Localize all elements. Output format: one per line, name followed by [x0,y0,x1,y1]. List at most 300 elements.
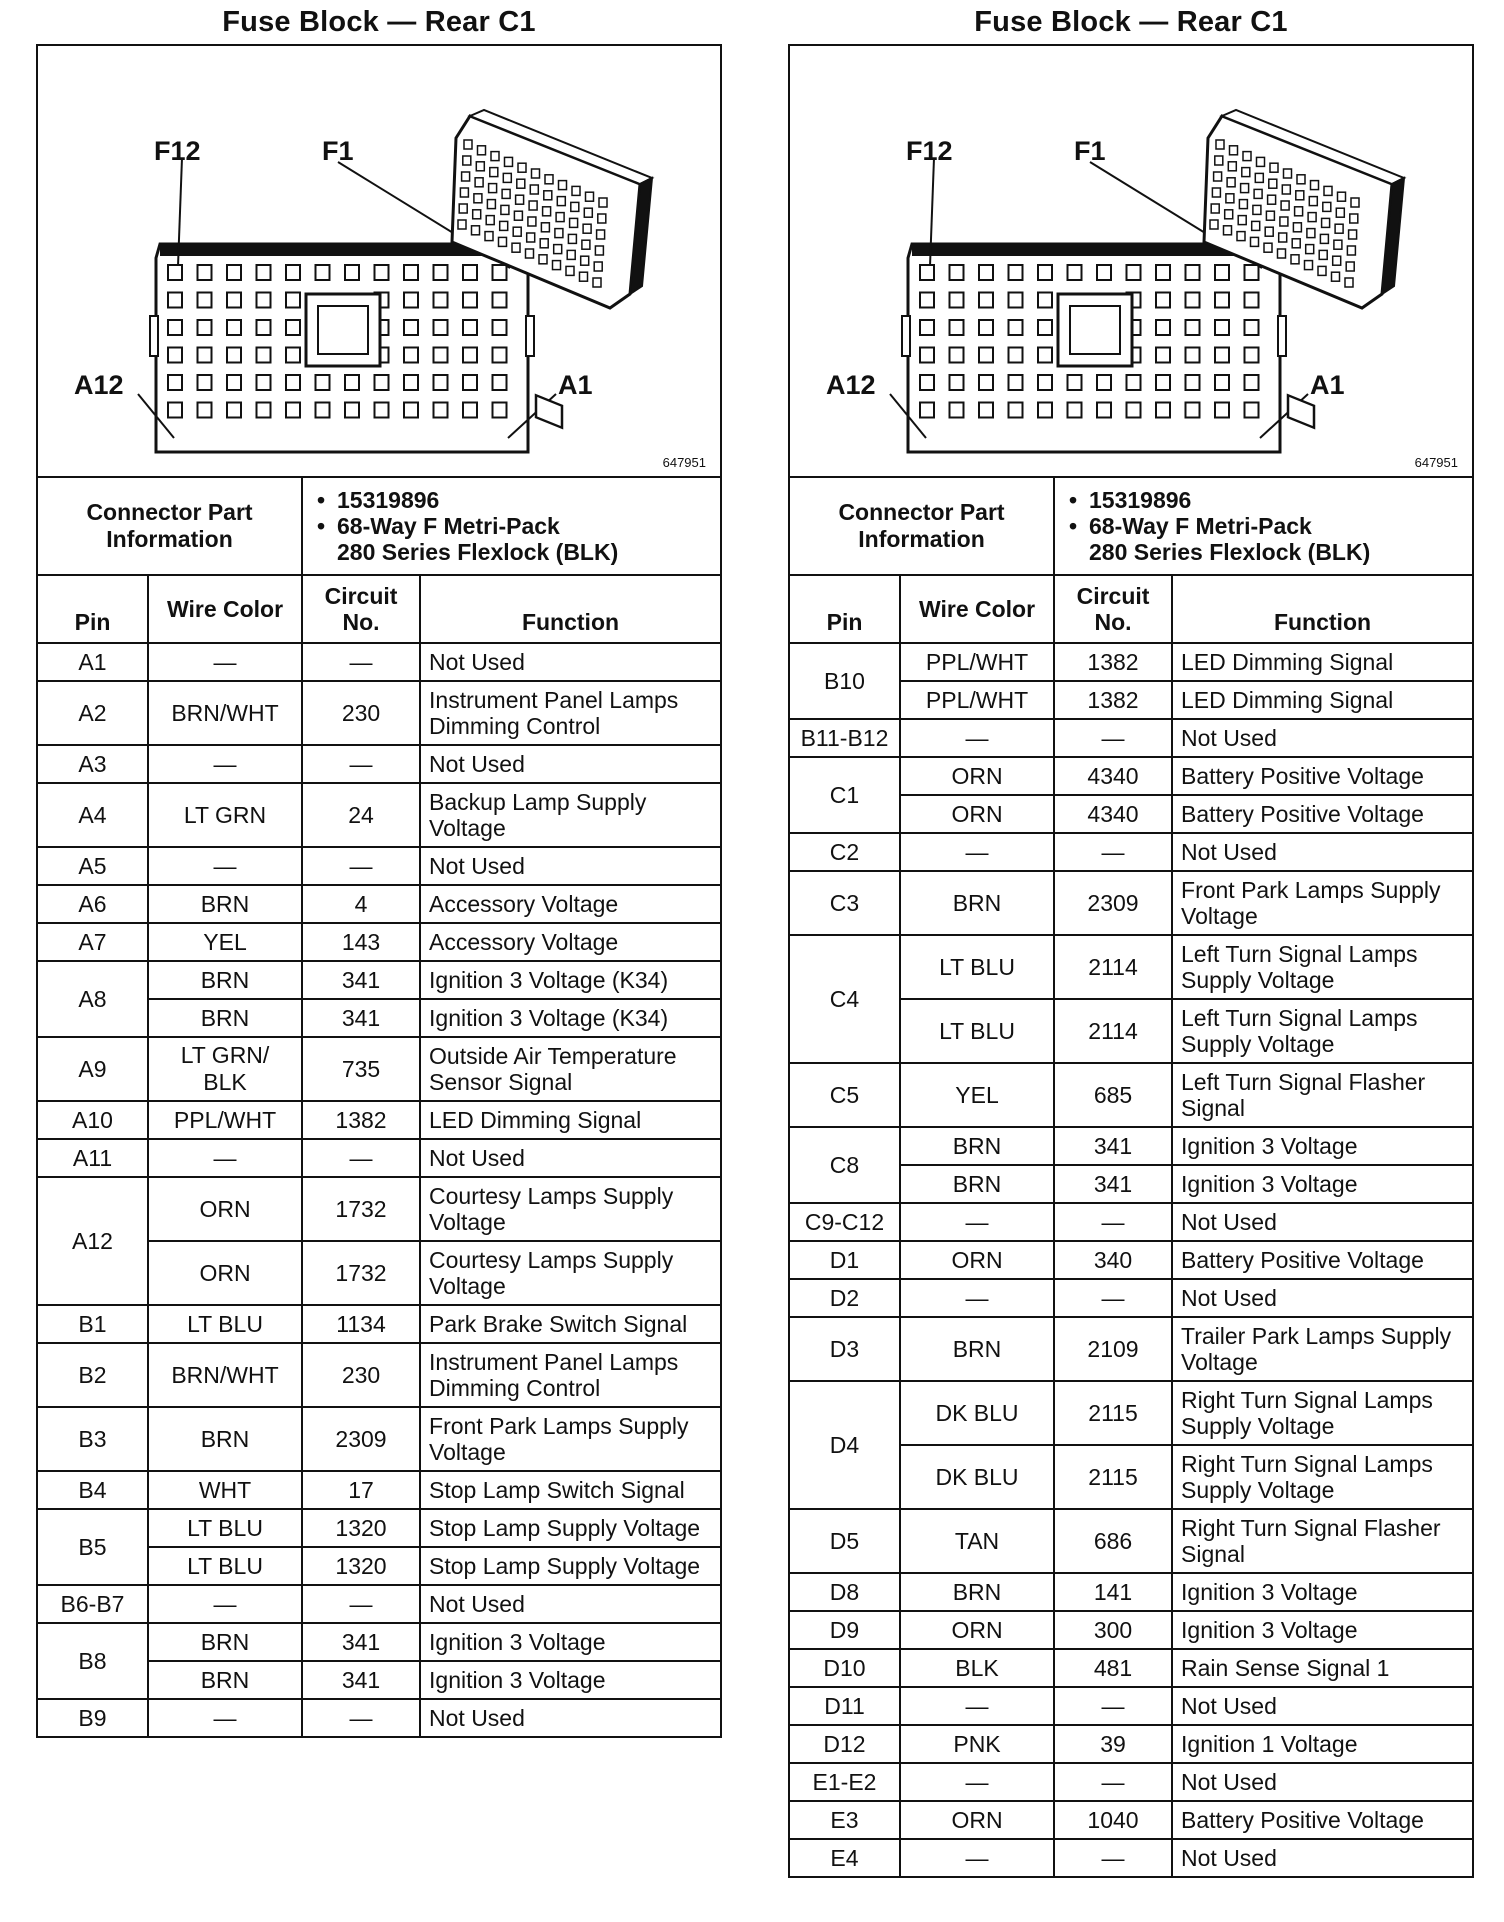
iso-pin-cavity [545,175,553,184]
circuit-cell: 2114 [1054,999,1172,1063]
pin-cavity [168,348,182,363]
wire-color-cell: LT BLU [148,1509,302,1547]
function-cell: Ignition 3 Voltage [1172,1165,1472,1203]
pin-cell: A1 [38,643,148,681]
pin-cavity [168,375,182,390]
wire-color-cell: — [148,745,302,783]
iso-pin-cavity [1307,229,1315,238]
pin-cavity [1245,375,1259,390]
wire-color-cell: BLK [900,1649,1054,1687]
pin-cavity [1186,320,1200,335]
iso-pin-cavity [581,256,589,265]
circuit-cell: 24 [302,783,420,847]
function-cell: Right Turn Signal Lamps Supply Voltage [1172,1445,1472,1509]
iso-pin-cavity [586,192,594,201]
pin-cavity [227,403,241,418]
iso-pin-cavity [459,204,467,213]
pin-cell: D1 [790,1241,900,1279]
circuit-cell: 143 [302,923,420,961]
pin-cavity [463,348,477,363]
table-row [38,1407,720,1471]
pin-cavity [1127,265,1141,280]
iso-pin-cavity [529,201,537,210]
iso-pin-cavity [1318,266,1326,275]
pin-cavity [198,293,212,308]
table-row [38,1305,720,1343]
iso-pin-cavity [597,230,605,239]
circuit-cell: — [1054,1839,1172,1876]
iso-pin-cavity [1210,220,1218,229]
iso-pin-cavity [532,169,540,178]
label-f12: F12 [906,136,953,166]
pin-cell: B6-B7 [38,1585,148,1623]
pin-cavity [404,293,418,308]
iso-pin-cavity [503,173,511,182]
circuit-cell: — [1054,719,1172,757]
function-cell: Battery Positive Voltage [1172,1801,1472,1839]
pin-cell: C9-C12 [790,1203,900,1241]
pin-cell: A10 [38,1101,148,1139]
pin-cavity [1068,375,1082,390]
right-connector-panel [788,0,1474,1878]
iso-pin-cavity [491,152,499,161]
circuit-cell: 685 [1054,1063,1172,1127]
pin-cavity [463,293,477,308]
table-row [790,1509,1472,1573]
wire-color-cell: BRN [148,1407,302,1471]
table-row [790,1573,1472,1611]
table-row [790,1063,1472,1127]
pin-cavity [979,293,993,308]
pin-cavity [434,293,448,308]
pin-cell: D9 [790,1611,900,1649]
pin-cavity [1245,403,1259,418]
pin-cavity [198,403,212,418]
pin-cavity [1038,348,1052,363]
pin-cavity [1156,293,1170,308]
pin-cavity [1127,375,1141,390]
pin-cavity [316,403,330,418]
wire-color-cell: PNK [900,1725,1054,1763]
pin-cavity [1215,293,1229,308]
function-cell: Right Turn Signal Lamps Supply Voltage [1172,1381,1472,1445]
table-row [790,935,1472,999]
header-wire-color: Wire Color [148,575,302,643]
pin-cavity [257,293,271,308]
pin-cavity [1038,403,1052,418]
circuit-cell: 481 [1054,1649,1172,1687]
wire-color-cell: — [900,1279,1054,1317]
wire-color-cell: LT BLU [148,1305,302,1343]
iso-pin-cavity [527,233,535,242]
iso-pin-cavity [1214,172,1222,181]
function-cell: Ignition 3 Voltage [1172,1611,1472,1649]
circuit-cell: — [302,745,420,783]
circuit-cell: — [1054,833,1172,871]
function-cell: Battery Positive Voltage [1172,757,1472,795]
connector-info-values [1054,478,1472,575]
iso-pin-cavity [1334,240,1342,249]
figure-number: 647951 [1414,455,1458,470]
description-line: 280 Series Flexlock (BLK) [1089,539,1371,565]
table-row [38,847,720,885]
iso-pin-cavity [1320,234,1328,243]
circuit-cell: 2109 [1054,1317,1172,1381]
iso-pin-cavity [518,163,526,172]
table-row [790,871,1472,935]
table-row [790,1687,1472,1725]
pin-cavity [434,403,448,418]
function-cell: Courtesy Lamps Supply Voltage [420,1241,720,1305]
pin-cavity [227,265,241,280]
iso-pin-cavity [1239,200,1247,209]
iso-pin-cavity [516,195,524,204]
connector-table-box [36,44,722,1738]
latch-window [1070,306,1120,354]
iso-pin-cavity [528,217,536,226]
wire-color-cell: ORN [148,1177,302,1241]
pin-cavity [227,375,241,390]
iso-pin-cavity [530,185,538,194]
iso-pin-cavity [594,262,602,271]
pin-cavity [1215,403,1229,418]
circuit-cell: 1382 [1054,681,1172,719]
pin-cavity [1215,320,1229,335]
iso-pin-cavity [1323,202,1331,211]
pinout-table [790,478,1472,1876]
wire-color-cell: — [900,719,1054,757]
function-cell: Ignition 3 Voltage (K34) [420,961,720,999]
circuit-cell: 17 [302,1471,420,1509]
iso-pin-cavity [1308,213,1316,222]
table-row [790,1839,1472,1876]
iso-pin-cavity [595,246,603,255]
iso-pin-cavity [1251,237,1259,246]
function-cell: Not Used [420,1585,720,1623]
wire-color-cell: DK BLU [900,1381,1054,1445]
pin-cavity [920,375,934,390]
iso-pin-cavity [1211,204,1219,213]
iso-pin-cavity [1215,156,1223,165]
function-cell: Park Brake Switch Signal [420,1305,720,1343]
pin-cavity [950,320,964,335]
iso-pin-cavity [1265,227,1273,236]
pin-cavity [286,320,300,335]
header-circuit: Circuit No. [302,575,420,643]
circuit-cell: 341 [302,961,420,999]
wire-color-cell: PPL/WHT [900,643,1054,681]
iso-pin-cavity [500,221,508,230]
iso-pin-cavity [472,226,480,235]
wire-color-cell: — [148,1585,302,1623]
table-row [790,757,1472,795]
wire-color-cell: ORN [148,1241,302,1305]
iso-pin-cavity [1345,278,1353,287]
pin-cavity [1009,348,1023,363]
circuit-cell: — [302,847,420,885]
circuit-cell: 2115 [1054,1381,1172,1445]
wire-color-cell: BRN [148,1623,302,1661]
label-a12: A12 [826,370,876,400]
iso-pin-cavity [1349,230,1357,239]
table-row [38,1623,720,1661]
wire-color-cell: BRN [900,1573,1054,1611]
pin-cell: B11-B12 [790,719,900,757]
wire-color-cell: — [148,847,302,885]
iso-pin-cavity [539,255,547,264]
pin-cavity [979,348,993,363]
pin-cavity [345,403,359,418]
iso-pin-cavity [475,178,483,187]
pin-cell: C8 [790,1127,900,1203]
pin-cavity [1156,375,1170,390]
pin-cavity [434,375,448,390]
pin-cell: A12 [38,1177,148,1305]
function-cell: Not Used [420,1139,720,1177]
iso-pin-cavity [556,213,564,222]
pinout-table [38,478,720,1736]
iso-pin-cavity [567,250,575,259]
function-cell: Rain Sense Signal 1 [1172,1649,1472,1687]
iso-pin-cavity [1296,191,1304,200]
iso-pin-cavity [1278,249,1286,258]
pin-cavity [1245,293,1259,308]
iso-pin-cavity [1338,192,1346,201]
iso-pin-cavity [582,240,590,249]
table-row [38,681,720,745]
wire-color-cell: — [148,1699,302,1736]
connector-table-box [788,44,1474,1878]
pin-cavity [1038,293,1052,308]
iso-pin-cavity [517,179,525,188]
iso-pin-cavity [485,232,493,241]
pin-cavity [168,403,182,418]
pin-cavity [168,265,182,280]
circuit-cell: 2115 [1054,1445,1172,1509]
wire-color-cell: — [900,1839,1054,1876]
pin-cavity [257,265,271,280]
pin-cavity [493,348,507,363]
table-row [38,885,720,923]
connector-description [337,513,712,565]
pin-cavity [257,403,271,418]
pin-cavity [1009,375,1023,390]
circuit-cell: — [302,1699,420,1736]
pin-cavity [920,320,934,335]
circuit-cell: 300 [1054,1611,1172,1649]
pin-cavity [286,348,300,363]
function-cell: Instrument Panel Lamps Dimming Control [420,681,720,745]
iso-pin-cavity [583,224,591,233]
circuit-cell: 39 [1054,1725,1172,1763]
pin-cell: B8 [38,1623,148,1699]
wire-color-cell: WHT [148,1471,302,1509]
pin-cavity [1245,348,1259,363]
wire-color-cell: BRN [148,885,302,923]
iso-pin-cavity [1237,232,1245,241]
pin-cavity [404,375,418,390]
side-tab-right [526,316,534,356]
wire-color-cell: BRN [148,1661,302,1699]
pin-cavity [198,320,212,335]
panel-title: Fuse Block — Rear C1 [974,6,1288,38]
function-cell: Right Turn Signal Flasher Signal [1172,1509,1472,1573]
pin-cell: E1-E2 [790,1763,900,1801]
header-wire-color: Wire Color [900,575,1054,643]
table-row [790,643,1472,681]
wire-color-cell: — [900,1763,1054,1801]
iso-pin-cavity [1311,181,1319,190]
circuit-cell: 230 [302,1343,420,1407]
pin-cell: D2 [790,1279,900,1317]
function-cell: Battery Positive Voltage [1172,1241,1472,1279]
iso-pin-cavity [1243,152,1251,161]
pin-cavity [1097,403,1111,418]
function-cell: Stop Lamp Supply Voltage [420,1509,720,1547]
pin-cell: A4 [38,783,148,847]
label-f1: F1 [1074,136,1106,166]
pin-cell: D12 [790,1725,900,1763]
iso-pin-cavity [474,194,482,203]
header-pin: Pin [38,575,148,643]
circuit-cell: 1320 [302,1509,420,1547]
iso-pin-cavity [1268,195,1276,204]
iso-pin-cavity [1212,188,1220,197]
wire-color-cell: ORN [900,795,1054,833]
wire-color-cell: BRN [900,871,1054,935]
pin-cavity [1038,265,1052,280]
table-row [38,1699,720,1736]
table-row [790,1725,1472,1763]
pin-cell: C3 [790,871,900,935]
table-row [38,1343,720,1407]
table-row [38,961,720,999]
iso-pin-cavity [1293,223,1301,232]
iso-pin-cavity [557,197,565,206]
iso-pin-cavity [1322,218,1330,227]
wire-color-cell: LT BLU [148,1547,302,1585]
function-cell: Accessory Voltage [420,923,720,961]
pin-cell: B9 [38,1699,148,1736]
iso-pin-cavity [458,220,466,229]
pin-cavity [493,403,507,418]
iso-pin-cavity [1291,255,1299,264]
iso-pin-cavity [1292,239,1300,248]
pin-cell: D11 [790,1687,900,1725]
table-row [38,1585,720,1623]
circuit-cell: — [1054,1763,1172,1801]
iso-pin-cavity [593,278,601,287]
wire-color-cell: TAN [900,1509,1054,1573]
circuit-cell: 735 [302,1037,420,1101]
pin-cavity [1186,375,1200,390]
function-cell: LED Dimming Signal [1172,681,1472,719]
wire-color-cell: LT GRN [148,783,302,847]
connector-figure [790,46,1472,478]
iso-pin-cavity [598,214,606,223]
iso-pin-cavity [1264,243,1272,252]
function-cell: Stop Lamp Supply Voltage [420,1547,720,1585]
pin-cavity [286,375,300,390]
wire-color-cell: DK BLU [900,1445,1054,1509]
iso-pin-cavity [1269,179,1277,188]
iso-pin-cavity [1230,146,1238,155]
panel-title: Fuse Block — Rear C1 [222,6,536,38]
function-cell: Not Used [1172,1279,1472,1317]
wire-color-cell: BRN [900,1165,1054,1203]
pin-cell: A3 [38,745,148,783]
wire-color-cell: LT BLU [900,935,1054,999]
iso-pin-cavity [487,200,495,209]
pin-cavity [1009,265,1023,280]
iso-pin-cavity [1305,261,1313,270]
function-cell: Not Used [1172,1687,1472,1725]
side-tab-left [902,316,910,356]
pin-cavity [404,265,418,280]
pin-cavity [198,375,212,390]
function-cell: Not Used [420,745,720,783]
iso-pin-cavity [1346,262,1354,271]
pin-cavity [493,375,507,390]
iso-pin-cavity [1279,233,1287,242]
header-pin: Pin [790,575,900,643]
function-cell: Stop Lamp Switch Signal [420,1471,720,1509]
iso-pin-cavity [544,191,552,200]
function-cell: Courtesy Lamps Supply Voltage [420,1177,720,1241]
table-row [38,643,720,681]
pin-cavity [286,265,300,280]
circuit-cell: 341 [302,1661,420,1699]
iso-pin-cavity [570,218,578,227]
pin-cell: B3 [38,1407,148,1471]
pin-cavity [1127,403,1141,418]
pin-cavity [1215,348,1229,363]
connector-info-label: Connector Part Information [790,478,1054,575]
pin-cavity [1186,293,1200,308]
function-cell: Accessory Voltage [420,885,720,923]
function-cell: Not Used [420,643,720,681]
connector-face-drawing [38,46,720,476]
side-tab-right [1278,316,1286,356]
table-row [790,1279,1472,1317]
table-row [38,1037,720,1101]
wire-color-cell: — [900,1203,1054,1241]
pin-cavity [493,293,507,308]
table-row [38,923,720,961]
pin-cavity [920,293,934,308]
table-row [790,1317,1472,1381]
function-cell: Ignition 3 Voltage [420,1661,720,1699]
connector-info-values [302,478,720,575]
pin-cavity [493,320,507,335]
part-number: • 15319896 [337,487,712,513]
pin-cell: A8 [38,961,148,1037]
pin-cavity [1245,320,1259,335]
wire-color-cell: — [900,1687,1054,1725]
wire-color-cell: BRN [148,999,302,1037]
circuit-cell: 1040 [1054,1801,1172,1839]
label-f1: F1 [322,136,354,166]
pin-cavity [345,265,359,280]
iso-pin-cavity [572,186,580,195]
pin-cell: C2 [790,833,900,871]
pin-cavity [1068,403,1082,418]
figure-number: 647951 [662,455,706,470]
iso-pin-cavity [462,172,470,181]
pin-cavity [198,265,212,280]
pin-cell: E4 [790,1839,900,1876]
pin-cell: B10 [790,643,900,719]
